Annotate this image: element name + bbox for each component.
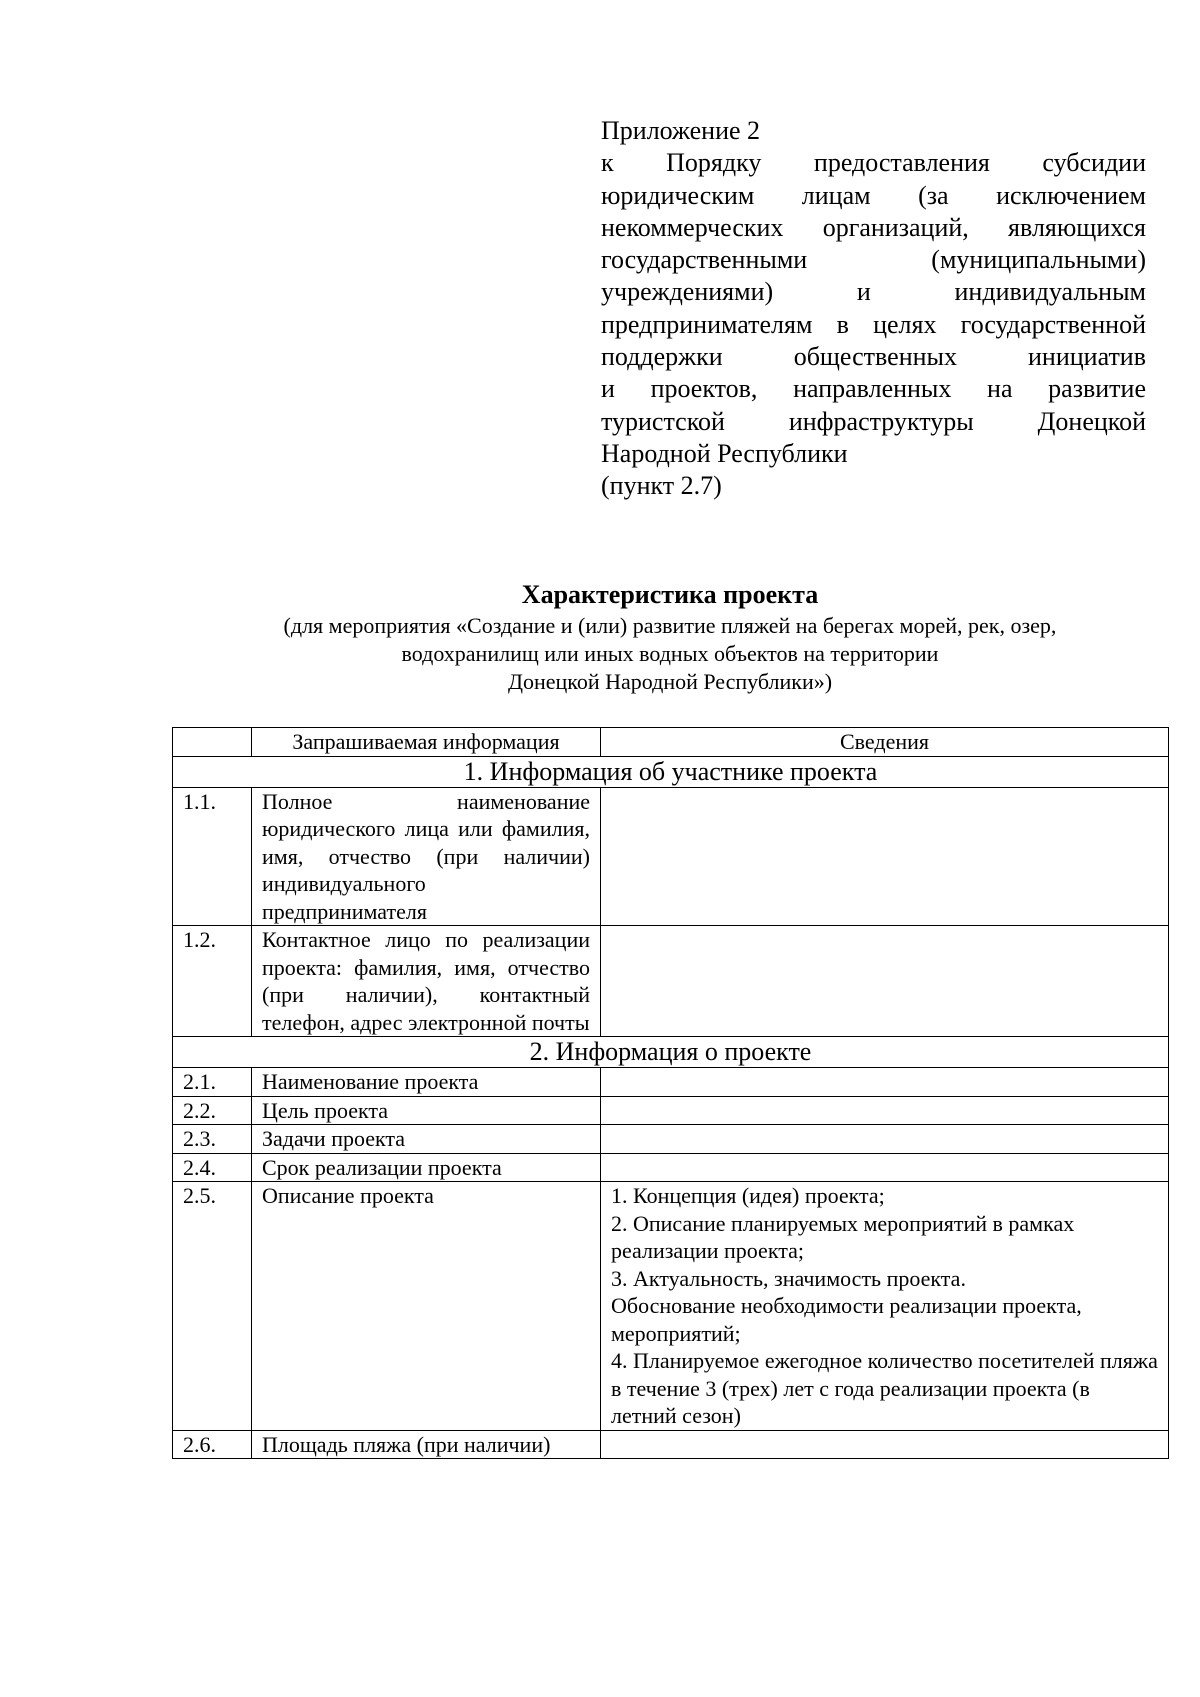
header-cell-requested: Запрашиваемая информация — [252, 728, 601, 757]
table-row — [173, 1125, 1169, 1154]
table-row — [173, 1430, 1169, 1459]
row-value-cell — [601, 1182, 1169, 1431]
row-number: 2.4. — [173, 1153, 252, 1182]
row-item: Цель проекта — [252, 1096, 601, 1125]
appendix-block — [601, 115, 1146, 503]
header-cell-details: Сведения — [601, 728, 1169, 757]
table-row — [173, 787, 1169, 926]
row-item: Площадь пляжа (при наличии) — [252, 1430, 601, 1459]
table-row — [173, 926, 1169, 1037]
section-title: 1. Информация об участнике проекта — [173, 756, 1169, 787]
table-header-row — [173, 728, 1169, 757]
appendix-line: к Порядку предоставления субсидии — [601, 148, 1146, 178]
section-row — [173, 756, 1169, 787]
row-item: Срок реализации проекта — [252, 1153, 601, 1182]
header-cell-num — [173, 728, 252, 757]
subtitle-line: водохранилищ или иных водных объектов на территории — [401, 641, 939, 666]
row-value-cell[interactable] — [601, 1068, 1169, 1097]
table-row — [173, 1068, 1169, 1097]
row-number: 2.6. — [173, 1430, 252, 1459]
description-item: 4. Планируемое ежегодное количество посетителей пляжа в течение 3 (трех) лет с года реализации проекта (в летний сезон) — [611, 1348, 1158, 1428]
row-item: Контактное лицо по реализации проекта: фамилия, имя, отчество (при наличии), контактный телефон, адрес электронной почты — [252, 926, 601, 1037]
row-number: 1.2. — [173, 926, 252, 1037]
appendix-line: Народной Республики — [601, 438, 848, 468]
row-number: 2.5. — [173, 1182, 252, 1431]
row-item: Наименование проекта — [252, 1068, 601, 1097]
description-item: 2. Описание планируемых мероприятий в рамках реализации проекта; — [611, 1210, 1075, 1263]
row-number: 2.2. — [173, 1096, 252, 1125]
appendix-line: Приложение 2 — [601, 116, 761, 145]
row-value-cell[interactable] — [601, 787, 1169, 926]
document-subtitle — [170, 612, 1170, 696]
description-item: Обоснование необходимости реализации проекта, мероприятий; — [611, 1293, 1082, 1346]
row-number: 2.3. — [173, 1125, 252, 1154]
row-value-cell[interactable] — [601, 926, 1169, 1037]
description-item: 1. Концепция (идея) проекта; — [611, 1183, 885, 1208]
appendix-line: некоммерческих организаций, являющихся — [601, 212, 1146, 242]
appendix-line: юридическим лицам (за исключением — [601, 180, 1146, 210]
appendix-line: предпринимателям в целях государственной — [601, 309, 1146, 339]
table-row — [173, 1096, 1169, 1125]
row-item: Полное наименование юридического лица или фамилия, имя, отчество (при наличии) индивидуального предпринимателя — [252, 787, 601, 926]
document-heading — [170, 578, 1170, 696]
appendix-line: государственными (муниципальными) — [601, 245, 1146, 275]
appendix-line: поддержки общественных инициатив — [601, 342, 1146, 372]
description-item: 3. Актуальность, значимость проекта. — [611, 1265, 966, 1291]
row-value-cell[interactable] — [601, 1153, 1169, 1182]
table-row — [173, 1182, 1169, 1431]
row-number: 2.1. — [173, 1068, 252, 1097]
row-number: 1.1. — [173, 787, 252, 926]
project-info-table — [172, 727, 1169, 1459]
section-row — [173, 1037, 1169, 1068]
section-title: 2. Информация о проекте — [173, 1037, 1169, 1068]
appendix-line: (пункт 2.7) — [601, 471, 722, 501]
appendix-line: и проектов, направленных на развитие — [601, 374, 1146, 404]
document-title: Характеристика проекта — [521, 580, 819, 609]
row-value-cell[interactable] — [601, 1096, 1169, 1125]
appendix-line: туристской инфраструктуры Донецкой — [601, 406, 1146, 436]
row-value-cell[interactable] — [601, 1430, 1169, 1459]
row-item: Описание проекта — [252, 1182, 601, 1431]
appendix-line: учреждениями) и индивидуальным — [601, 277, 1146, 307]
row-item: Задачи проекта — [252, 1125, 601, 1154]
subtitle-line: (для мероприятия «Создание и (или) развитие пляжей на берегах морей, рек, озер, — [283, 613, 1057, 638]
subtitle-line: Донецкой Народной Республики») — [507, 669, 833, 694]
table-row — [173, 1153, 1169, 1182]
row-value-cell[interactable] — [601, 1125, 1169, 1154]
